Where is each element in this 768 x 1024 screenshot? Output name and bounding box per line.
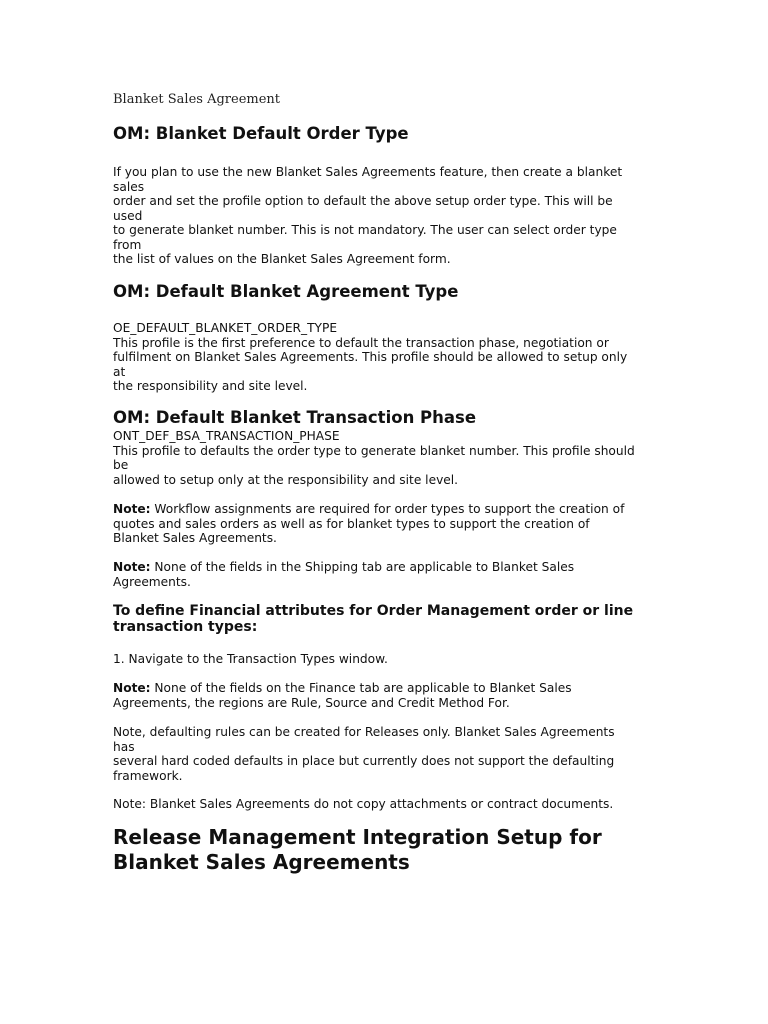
paragraph-blanket-default-order-type: If you plan to use the new Blanket Sales Agreements feature, then create a blanket sales order and set the profile option to default the above setup order type. This will be used to generate blanket number. This is not mandatory. The user can select order type from the list of values on the Blanket Sales Agreement form. <box>113 165 623 266</box>
note-finance-tab <box>113 681 658 710</box>
note-label: Note: <box>113 681 151 695</box>
note-shipping-tab <box>113 560 658 589</box>
step-navigate-transaction-types: 1. Navigate to the Transaction Types window. <box>113 652 388 666</box>
heading-financial-attributes: To define Financial attributes for Order Management order or line transaction types: <box>113 603 634 635</box>
paragraph-defaulting-rules: Note, defaulting rules can be created for Releases only. Blanket Sales Agreements has several hard coded defaults in place but currently does not support the defaulting framework. <box>113 725 615 783</box>
heading-default-blanket-agreement-type: OM: Default Blanket Agreement Type <box>113 282 459 301</box>
heading-release-management-integration: Release Management Integration Setup for Blanket Sales Agreements <box>113 825 602 874</box>
note-label: Note: <box>113 560 151 574</box>
heading-blanket-default-order-type: OM: Blanket Default Order Type <box>113 124 409 143</box>
paragraph-attachments: Note: Blanket Sales Agreements do not copy attachments or contract documents. <box>113 797 614 811</box>
paragraph-default-blanket-transaction-phase: ONT_DEF_BSA_TRANSACTION_PHASE This profile to defaults the order type to generate blanket number. This profile should be allowed to setup only at the responsibility and site level. <box>113 429 635 487</box>
note-label: Note: <box>113 502 151 516</box>
note-text: None of the fields in the Shipping tab are applicable to Blanket Sales Agreements. <box>113 560 575 589</box>
heading-default-blanket-transaction-phase: OM: Default Blanket Transaction Phase <box>113 408 477 427</box>
note-workflow-assignments <box>113 502 658 546</box>
paragraph-default-blanket-agreement-type: OE_DEFAULT_BLANKET_ORDER_TYPE This profile is the first preference to default the transaction phase, negotiation or fulfilment on Blanket Sales Agreements. This profile should be allowed to setup only at the responsibility and site level. <box>113 321 628 393</box>
note-text: None of the fields on the Finance tab are applicable to Blanket Sales Agreements, the regions are Rule, Source and Credit Method For. <box>113 681 572 710</box>
running-title: Blanket Sales Agreement <box>113 92 281 107</box>
note-text: Workflow assignments are required for order types to support the creation of quotes and sales orders as well as for blanket types to support the creation of Blanket Sales Agreements. <box>113 502 625 545</box>
